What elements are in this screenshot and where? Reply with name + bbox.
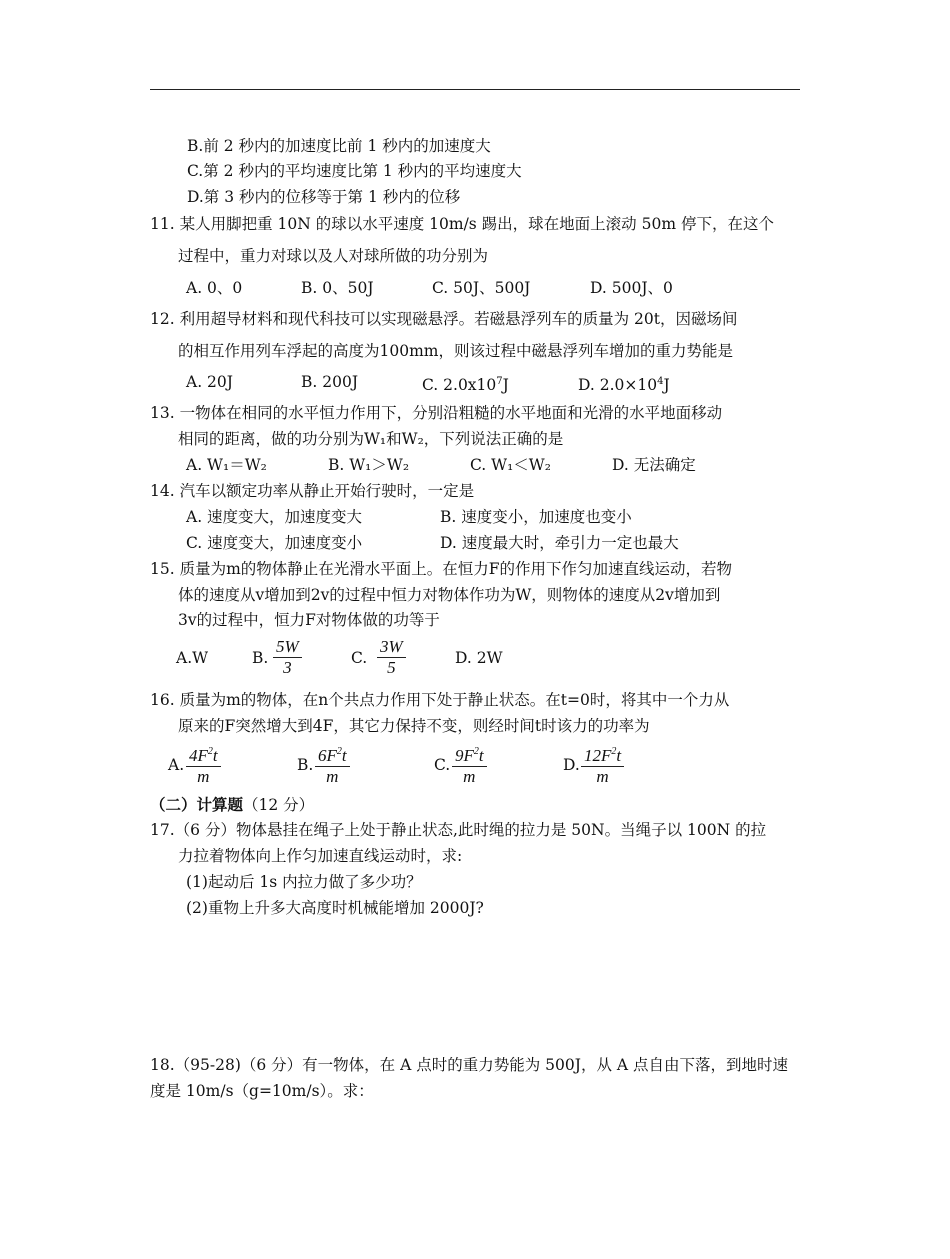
q12-stem-line2: 的相互作用列车浮起的高度为100mm，则该过程中磁悬浮列车增加的重力势能是 — [178, 342, 733, 360]
q15-option-b-fraction: $\frac{5W}{3}$ — [273, 637, 302, 678]
q10-option-d: D.第 3 秒内的位移等于第 1 秒内的位移 — [187, 188, 461, 206]
q14-option-b: B. 速度变小，加速度也变小 — [440, 508, 632, 526]
q15-option-a: A.W — [176, 649, 209, 667]
q16-option-b-label: B. — [297, 756, 314, 774]
q14-option-a: A. 速度变大，加速度变大 — [186, 508, 363, 526]
q11-stem-line1: 11. 某人用脚把重 10N 的球以水平速度 10m/s 踢出，球在地面上滚动 50m 停下，在这个 — [150, 215, 774, 233]
q13-stem-line1: 13. 一物体在相同的水平恒力作用下，分别沿粗糙的水平地面和光滑的水平地面移动 — [150, 404, 723, 422]
q11-stem-line2: 过程中，重力对球以及人对球所做的功分别为 — [178, 247, 489, 265]
q16-option-c-label: C. — [434, 756, 451, 774]
q16-option-c-fraction: $\frac{9F^2t}{m}$ — [452, 742, 487, 787]
q16-stem-line2: 原来的F突然增大到4F，其它力保持不变，则经时间t时该力的功率为 — [178, 717, 650, 735]
q15-stem-line2: 体的速度从v增加到2v的过程中恒力对物体作功为W，则物体的速度从2v增加到 — [178, 586, 721, 604]
q16-option-d-label: D. — [563, 756, 580, 774]
q12-option-d: D. $2.0\times 10^4J$ — [578, 376, 670, 395]
q12-stem-line1: 12. 利用超导材料和现代科技可以实现磁悬浮。若磁悬浮列车的质量为 20t，因磁场间 — [150, 310, 738, 328]
q14-option-d: D. 速度最大时，牵引力一定也最大 — [440, 534, 679, 552]
q17-part2: (2)重物上升多大高度时机械能增加 2000J? — [186, 899, 484, 917]
q15-option-b-label: B. — [252, 649, 269, 667]
q12-option-b: B. 200J — [301, 373, 359, 391]
q15-option-c-fraction: $\frac{3W}{5}$ — [377, 637, 406, 678]
q10-option-b: B.前 2 秒内的加速度比前 1 秒内的加速度大 — [187, 137, 491, 155]
q16-option-a-label: A. — [168, 756, 185, 774]
q16-stem-line1: 16. 质量为m的物体，在n个共点力作用下处于静止状态。在t=0时，将其中一个力从 — [150, 691, 730, 709]
q11-option-b: B. 0、50J — [301, 279, 374, 297]
q15-stem-line3: 3v的过程中，恒力F对物体做的功等于 — [178, 611, 440, 629]
q11-option-a: A. 0、0 — [186, 279, 243, 297]
section-heading: （二）计算题（12 分） — [150, 795, 315, 814]
q16-option-a-fraction: $\frac{4F^2t}{m}$ — [186, 742, 221, 787]
q17-stem-line2: 力拉着物体向上作匀加速直线运动时，求: — [178, 847, 463, 865]
q15-option-d: D. 2W — [455, 649, 503, 667]
q13-option-d: D. 无法确定 — [612, 456, 696, 474]
q10-option-c: C.第 2 秒内的平均速度比第 1 秒内的平均速度大 — [187, 162, 522, 180]
q17-stem-line1: 17.（6 分）物体悬挂在绳子上处于静止状态,此时绳的拉力是 50N。当绳子以 100N 的拉 — [150, 821, 767, 839]
q12-option-a: A. 20J — [186, 373, 233, 391]
q16-option-b-fraction: $\frac{6F^2t}{m}$ — [315, 742, 350, 787]
q13-stem-line2: 相同的距离，做的功分别为W₁和W₂，下列说法正确的是 — [178, 430, 564, 448]
q11-option-d: D. 500J、0 — [590, 279, 673, 297]
q18-stem-line1: 18.（95-28)（6 分）有一物体，在 A 点时的重力势能为 500J，从 A 点自由下落，到地时速 — [150, 1056, 788, 1074]
header-rule — [150, 89, 800, 90]
q17-part1: (1)起动后 1s 内拉力做了多少功？ — [186, 873, 422, 891]
q18-stem-line2: 度是 10m/s（g=10m/s）。求： — [150, 1082, 374, 1100]
q12-option-c: C. $2.0x10^7J$ — [422, 376, 509, 395]
q14-stem: 14. 汽车以额定功率从静止开始行驶时，一定是 — [150, 482, 475, 500]
q13-option-b: B. W₁＞W₂ — [328, 456, 410, 474]
q15-stem-line1: 15. 质量为m的物体静止在光滑水平面上。在恒力F的作用下作匀加速直线运动，若物 — [150, 560, 733, 578]
q13-option-c: C. W₁＜W₂ — [470, 456, 551, 474]
q15-option-c-label: C. — [351, 649, 368, 667]
q13-option-a: A. W₁＝W₂ — [186, 456, 267, 474]
q14-option-c: C. 速度变大，加速度变小 — [186, 534, 363, 552]
q16-option-d-fraction: $\frac{12F^2t}{m}$ — [581, 742, 624, 787]
q11-option-c: C. 50J、500J — [432, 279, 531, 297]
